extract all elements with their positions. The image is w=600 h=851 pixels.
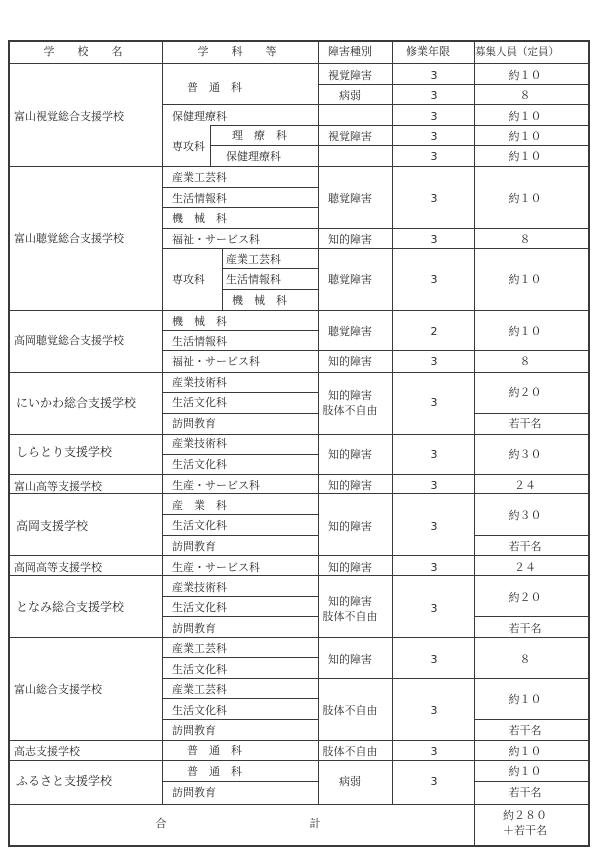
department-cell: 産業技術科 — [172, 581, 227, 594]
table-rule — [474, 413, 588, 414]
table-rule — [8, 740, 588, 741]
department-cell: 訪問教育 — [172, 540, 216, 553]
school-name: 富山高等支援学校 — [14, 480, 102, 493]
header-capacity: 募集人員（定員） — [475, 46, 559, 58]
capacity-cell: 約１０ — [508, 273, 542, 286]
table-rule — [318, 104, 588, 105]
years-cell: 2 — [430, 325, 438, 338]
capacity-cell: 約１０ — [508, 130, 542, 143]
department-cell: 機 械 科 — [232, 294, 287, 307]
table-rule — [8, 804, 588, 805]
capacity-cell: 約３０ — [508, 509, 542, 522]
table-rule — [162, 678, 318, 679]
table-rule — [8, 310, 588, 311]
years-cell: 3 — [430, 110, 438, 123]
years-cell: 3 — [430, 396, 438, 409]
department-cell: 産業工芸科 — [172, 171, 227, 184]
capacity-cell: ８ — [519, 653, 531, 666]
table-rule — [8, 493, 588, 494]
department-cell: 産業工芸科 — [172, 642, 227, 655]
school-name: 高志支援学校 — [14, 745, 80, 758]
table-rule — [474, 40, 475, 845]
department-cell: 普 通 科 — [187, 744, 242, 757]
header-department: 学 科 等 — [197, 45, 283, 58]
department-cell: 専攻科 — [172, 140, 205, 153]
school-name: しらとり支援学校 — [16, 445, 113, 459]
header-disability: 障害種別 — [328, 45, 372, 58]
capacity-cell: 約１０ — [508, 150, 542, 163]
disability-cell: 知的障害 — [328, 653, 372, 666]
department-cell: 訪問教育 — [172, 622, 216, 635]
disability-cell: 肢体不自由 — [322, 404, 378, 417]
capacity-cell: 約１０ — [508, 325, 542, 338]
table-rule — [474, 719, 588, 720]
department-cell: 機 械 科 — [172, 315, 227, 328]
years-cell: 3 — [430, 448, 438, 461]
years-cell: 3 — [430, 130, 438, 143]
capacity-cell: 約１０ — [508, 192, 542, 205]
table-rule — [162, 104, 318, 105]
disability-cell: 聴覚障害 — [328, 192, 372, 205]
disability-cell: 肢体不自由 — [322, 704, 378, 717]
department-cell: 生活文化科 — [172, 704, 227, 717]
table-rule — [8, 372, 588, 373]
table-rule — [8, 40, 10, 847]
table-rule — [162, 187, 318, 188]
table-rule — [162, 596, 318, 597]
years-cell: 3 — [430, 704, 438, 717]
table-rule — [162, 330, 318, 331]
department-cell: 訪問教育 — [172, 724, 216, 737]
department-cell: 理 療 科 — [232, 129, 287, 142]
department-cell: 産業工芸科 — [226, 253, 281, 266]
table-rule — [318, 678, 588, 679]
years-cell: 3 — [430, 192, 438, 205]
table-rule — [8, 845, 588, 847]
department-cell: 保健理療科 — [172, 110, 227, 123]
capacity-cell: 約２０ — [508, 591, 542, 604]
years-cell: 3 — [430, 775, 438, 788]
department-cell: 普 通 科 — [187, 81, 242, 94]
department-cell: 産業技術科 — [172, 437, 227, 450]
table-rule — [162, 657, 318, 658]
department-cell: 生活情報科 — [172, 335, 227, 348]
table-rule — [222, 268, 318, 269]
table-rule — [222, 248, 223, 310]
table-rule — [474, 535, 588, 536]
table-rule — [8, 637, 588, 638]
table-rule — [162, 781, 318, 782]
years-cell: 3 — [430, 602, 438, 615]
department-cell: 生産・サービス科 — [172, 479, 260, 492]
disability-cell: 病弱 — [339, 89, 361, 102]
table-rule — [588, 40, 590, 847]
school-name: 高岡高等支援学校 — [14, 561, 102, 574]
years-cell: 3 — [430, 745, 438, 758]
table-rule — [222, 289, 318, 290]
table-rule — [318, 40, 319, 804]
years-cell: 3 — [430, 355, 438, 368]
capacity-cell: 約３０ — [508, 448, 542, 461]
table-rule — [8, 166, 588, 167]
table-rule — [162, 535, 318, 536]
disability-cell: 知的障害 — [328, 448, 372, 461]
department-cell: 訪問教育 — [172, 786, 216, 799]
years-cell: 3 — [430, 150, 438, 163]
years-cell: 3 — [430, 520, 438, 533]
school-name: 富山総合支援学校 — [14, 683, 102, 696]
years-cell: 3 — [430, 653, 438, 666]
disability-cell: 知的障害 — [328, 479, 372, 492]
capacity-cell: ２４ — [514, 561, 536, 574]
school-name: 高岡聴覚総合支援学校 — [14, 334, 124, 347]
table-rule — [162, 392, 318, 393]
department-cell: 福祉・サービス科 — [172, 355, 260, 368]
total-capacity-line1: 約２８０ — [503, 809, 547, 822]
years-cell: 3 — [430, 69, 438, 82]
department-cell: 生活文化科 — [172, 663, 227, 676]
capacity-cell: 若干名 — [508, 724, 542, 737]
total-capacity-line2: ＋若干名 — [503, 824, 547, 837]
department-cell: 産 業 科 — [172, 499, 227, 512]
total-label: 合 計 — [155, 817, 321, 830]
capacity-cell: 若干名 — [508, 540, 542, 553]
header-years: 修業年限 — [406, 45, 450, 58]
capacity-cell: ８ — [519, 355, 531, 368]
years-cell: 3 — [430, 479, 438, 492]
table-rule — [210, 125, 318, 126]
header-school: 学 校 名 — [43, 45, 129, 58]
capacity-cell: 約１０ — [508, 693, 542, 706]
table-rule — [162, 698, 318, 699]
school-name: にいかわ総合支援学校 — [16, 396, 137, 410]
table-rule — [8, 63, 588, 64]
department-cell: 機 械 科 — [172, 212, 227, 225]
school-name: となみ総合支援学校 — [16, 600, 125, 614]
capacity-cell: ８ — [519, 89, 531, 102]
department-cell: 生活文化科 — [172, 519, 227, 532]
table-rule — [392, 40, 393, 804]
disability-cell: 知的障害 — [328, 561, 372, 574]
years-cell: 3 — [430, 233, 438, 246]
years-cell: 3 — [430, 273, 438, 286]
table-rule — [162, 454, 318, 455]
table-rule — [474, 781, 588, 782]
table-rule — [8, 434, 588, 435]
department-cell: 訪問教育 — [172, 417, 216, 430]
years-cell: 3 — [430, 561, 438, 574]
disability-cell: 肢体不自由 — [322, 745, 378, 758]
department-cell: 生活情報科 — [172, 192, 227, 205]
department-cell: 産業技術科 — [172, 376, 227, 389]
table-rule — [8, 40, 588, 42]
department-cell: 福祉・サービス科 — [172, 233, 260, 246]
department-cell: 産業工芸科 — [172, 683, 227, 696]
disability-cell: 肢体不自由 — [322, 610, 378, 623]
department-cell: 保健理療科 — [226, 150, 281, 163]
school-name: 富山聴覚総合支援学校 — [14, 232, 124, 245]
table-rule — [8, 474, 588, 475]
capacity-cell: 約１０ — [508, 69, 542, 82]
department-cell: 生活情報科 — [226, 273, 281, 286]
disability-cell: 聴覚障害 — [328, 325, 372, 338]
disability-cell: 病弱 — [339, 775, 361, 788]
department-cell: 生活文化科 — [172, 458, 227, 471]
disability-cell: 知的障害 — [328, 520, 372, 533]
department-cell: 専攻科 — [172, 273, 205, 286]
table-rule — [162, 413, 318, 414]
table-rule — [162, 40, 163, 804]
department-cell: 生活文化科 — [172, 601, 227, 614]
table-rule — [8, 555, 588, 556]
table-rule — [162, 350, 588, 351]
table-rule — [162, 719, 318, 720]
table-rule — [318, 145, 588, 146]
table-rule — [318, 84, 588, 85]
capacity-cell: 約１０ — [508, 110, 542, 123]
disability-cell: 視覚障害 — [328, 130, 372, 143]
table-rule — [318, 125, 588, 126]
disability-cell: 知的障害 — [328, 389, 372, 402]
capacity-cell: 約１０ — [508, 745, 542, 758]
department-cell: 普 通 科 — [187, 765, 242, 778]
table-rule — [474, 616, 588, 617]
school-name: 富山視覚総合支援学校 — [14, 110, 124, 123]
capacity-cell: 若干名 — [508, 417, 542, 430]
table-rule — [8, 760, 588, 761]
school-name: 高岡支援学校 — [16, 519, 89, 533]
disability-cell: 視覚障害 — [328, 69, 372, 82]
capacity-cell: 若干名 — [508, 786, 542, 799]
table-rule — [162, 228, 588, 229]
capacity-cell: 若干名 — [508, 622, 542, 635]
disability-cell: 知的障害 — [328, 233, 372, 246]
table-rule — [210, 145, 318, 146]
table-rule — [162, 514, 318, 515]
table-rule — [8, 575, 588, 576]
capacity-cell: ８ — [519, 233, 531, 246]
disability-cell: 知的障害 — [328, 355, 372, 368]
table-rule — [162, 248, 588, 249]
disability-cell: 知的障害 — [328, 595, 372, 608]
disability-cell: 聴覚障害 — [328, 273, 372, 286]
department-cell: 生活文化科 — [172, 396, 227, 409]
capacity-cell: 約１０ — [508, 765, 542, 778]
capacity-cell: ２４ — [514, 479, 536, 492]
school-name: ふるさと支援学校 — [16, 774, 113, 788]
table-rule — [210, 125, 211, 166]
capacity-cell: 約２０ — [508, 386, 542, 399]
years-cell: 3 — [430, 89, 438, 102]
department-cell: 生産・サービス科 — [172, 561, 260, 574]
table-rule — [162, 616, 318, 617]
table-rule — [162, 207, 318, 208]
